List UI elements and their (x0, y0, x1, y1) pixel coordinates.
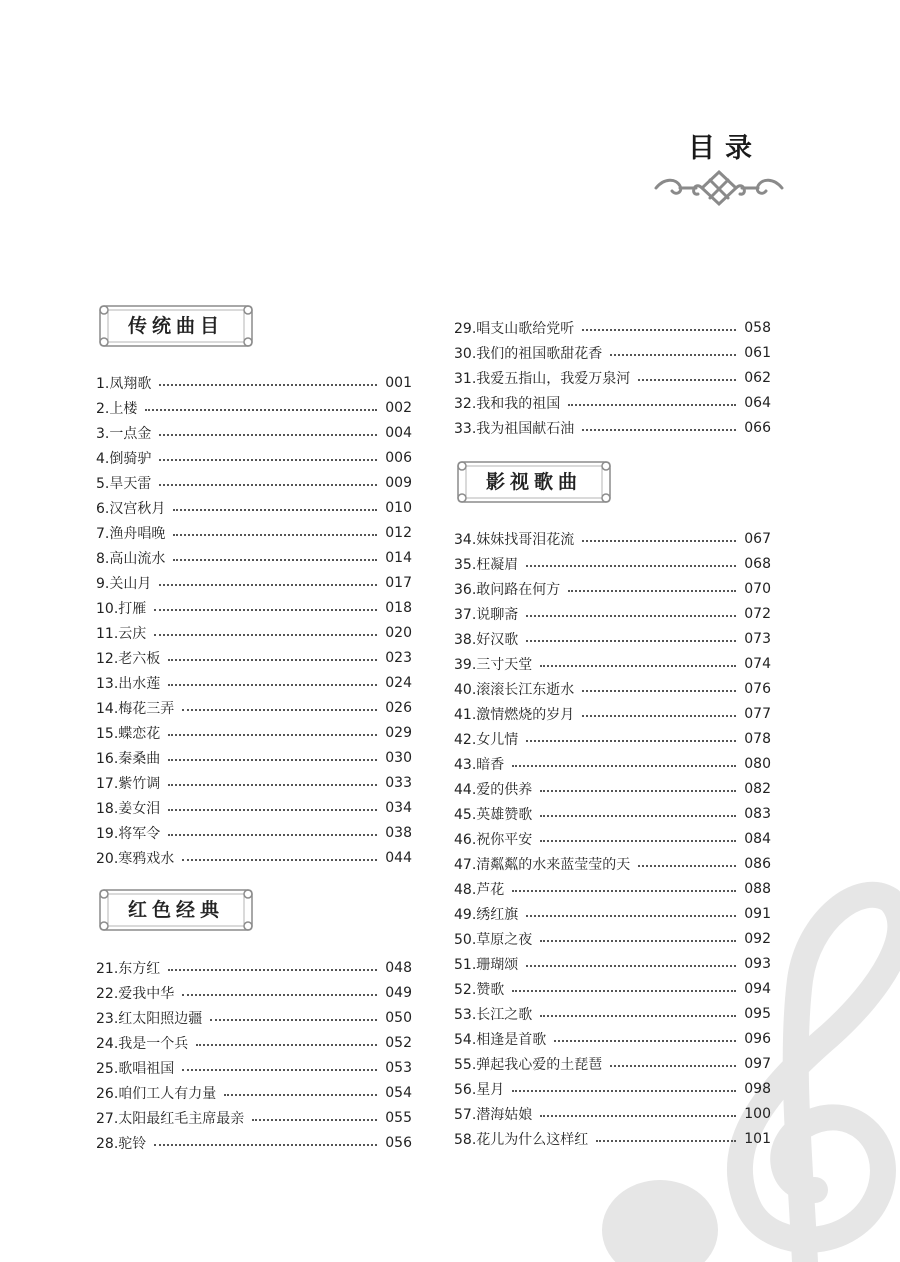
dot-leader (582, 689, 736, 692)
toc-list-red-classics-continued (454, 315, 771, 440)
dot-leader (512, 989, 736, 992)
toc-entry[interactable] (454, 901, 771, 926)
dot-leader (145, 408, 377, 411)
toc-list-film-songs (454, 526, 771, 1151)
dot-leader (610, 1064, 736, 1067)
toc-entry-page: 091 (744, 905, 771, 922)
dot-leader (526, 564, 736, 567)
dot-leader (512, 764, 736, 767)
toc-entry-page: 083 (744, 805, 771, 822)
toc-entry-title: 33.我为祖国献石油 (454, 420, 575, 437)
toc-entry[interactable] (96, 1055, 412, 1080)
toc-entry-page: 073 (744, 630, 771, 647)
dot-leader (568, 403, 736, 406)
toc-entry[interactable] (96, 845, 412, 870)
toc-entry[interactable] (96, 445, 412, 470)
section-heading-traditional (96, 302, 256, 350)
dot-leader (252, 1118, 377, 1121)
toc-entry[interactable] (454, 340, 771, 365)
toc-entry-title: 40.滚滚长江东逝水 (454, 681, 575, 698)
toc-entry[interactable] (96, 1005, 412, 1030)
toc-entry-page: 004 (385, 424, 412, 441)
toc-entry-page: 010 (385, 499, 412, 516)
dot-leader (182, 1068, 377, 1071)
dot-leader (168, 968, 377, 971)
toc-entry[interactable] (96, 370, 412, 395)
section-heading-label: 传统曲目 (127, 315, 224, 337)
toc-entry-page: 006 (385, 449, 412, 466)
toc-entry-title: 15.蝶恋花 (96, 725, 161, 742)
toc-entry-title: 32.我和我的祖国 (454, 395, 561, 412)
toc-entry[interactable] (96, 695, 412, 720)
toc-entry[interactable] (96, 470, 412, 495)
dot-leader (159, 458, 377, 461)
dot-leader (168, 733, 377, 736)
toc-entry[interactable] (454, 315, 771, 340)
dot-leader (168, 783, 377, 786)
toc-entry[interactable] (96, 1130, 412, 1155)
toc-entry[interactable] (454, 390, 771, 415)
toc-entry-title: 35.枉凝眉 (454, 556, 519, 573)
toc-entry-page: 084 (744, 830, 771, 847)
dot-leader (540, 939, 736, 942)
dot-leader (182, 993, 377, 996)
toc-entry-title: 54.相逢是首歌 (454, 1031, 547, 1048)
toc-entry-page: 048 (385, 959, 412, 976)
toc-entry[interactable] (96, 1080, 412, 1105)
dot-leader (568, 589, 736, 592)
toc-entry[interactable] (454, 951, 771, 976)
toc-entry-title: 41.激情燃烧的岁月 (454, 706, 575, 723)
toc-entry-title: 8.高山流水 (96, 550, 166, 567)
toc-entry-title: 27.太阳最红毛主席最亲 (96, 1110, 245, 1127)
dot-leader (224, 1093, 377, 1096)
toc-entry[interactable] (96, 645, 412, 670)
dot-leader (610, 353, 736, 356)
toc-entry-title: 3.一点金 (96, 425, 152, 442)
section-heading-red-classics (96, 886, 256, 934)
dot-leader (159, 383, 377, 386)
toc-entry[interactable] (454, 1076, 771, 1101)
toc-entry[interactable] (454, 626, 771, 651)
dot-leader (154, 1143, 377, 1146)
dot-leader (540, 664, 736, 667)
dot-leader (554, 1039, 736, 1042)
toc-entry-title: 52.赞歌 (454, 981, 505, 998)
toc-entry-title: 51.珊瑚颂 (454, 956, 519, 973)
toc-entry-page: 101 (744, 1130, 771, 1147)
toc-entry-page: 061 (744, 344, 771, 361)
toc-entry-page: 024 (385, 674, 412, 691)
toc-entry-title: 2.上楼 (96, 400, 138, 417)
dot-leader (596, 1139, 736, 1142)
dot-leader (173, 508, 377, 511)
toc-entry-page: 100 (744, 1105, 771, 1122)
toc-entry[interactable] (454, 751, 771, 776)
toc-entry-page: 034 (385, 799, 412, 816)
toc-entry-title: 24.我是一个兵 (96, 1035, 189, 1052)
toc-entry-page: 066 (744, 419, 771, 436)
toc-entry-page: 038 (385, 824, 412, 841)
toc-entry-page: 078 (744, 730, 771, 747)
dot-leader (210, 1018, 377, 1021)
dot-leader (526, 964, 736, 967)
toc-entry-title: 7.渔舟唱晚 (96, 525, 166, 542)
toc-entry-title: 14.梅花三弄 (96, 700, 175, 717)
toc-entry-title: 5.旱天雷 (96, 475, 152, 492)
toc-entry-title: 23.红太阳照边疆 (96, 1010, 203, 1027)
toc-entry[interactable] (454, 576, 771, 601)
toc-entry[interactable] (454, 851, 771, 876)
toc-entry-page: 020 (385, 624, 412, 641)
toc-entry[interactable] (454, 415, 771, 440)
toc-entry-page: 076 (744, 680, 771, 697)
toc-entry-page: 053 (385, 1059, 412, 1076)
toc-entry-title: 50.草原之夜 (454, 931, 533, 948)
toc-entry-title: 47.清粼粼的水来蓝莹莹的天 (454, 856, 631, 873)
toc-entry-title: 44.爱的供养 (454, 781, 533, 798)
dot-leader (526, 639, 736, 642)
toc-entry-title: 28.驼铃 (96, 1135, 147, 1152)
toc-entry[interactable] (454, 1101, 771, 1126)
dot-leader (512, 1089, 736, 1092)
toc-entry-page: 049 (385, 984, 412, 1001)
toc-entry[interactable] (96, 1030, 412, 1055)
toc-entry[interactable] (454, 926, 771, 951)
toc-entry-title: 4.倒骑驴 (96, 450, 152, 467)
toc-entry[interactable] (454, 976, 771, 1001)
dot-leader (154, 608, 377, 611)
toc-entry-page: 072 (744, 605, 771, 622)
toc-entry-title: 31.我爱五指山，我爱万泉河 (454, 370, 631, 387)
toc-entry[interactable] (96, 495, 412, 520)
toc-entry-page: 067 (744, 530, 771, 547)
toc-entry-title: 25.歌唱祖国 (96, 1060, 175, 1077)
knot-ornament-icon (650, 168, 788, 208)
dot-leader (182, 708, 377, 711)
toc-entry-title: 46.祝你平安 (454, 831, 533, 848)
toc-entry-page: 093 (744, 955, 771, 972)
toc-entry-page: 062 (744, 369, 771, 386)
toc-entry-title: 26.咱们工人有力量 (96, 1085, 217, 1102)
dot-leader (582, 714, 736, 717)
toc-entry-page: 074 (744, 655, 771, 672)
dot-leader (540, 1114, 736, 1117)
toc-entry-page: 014 (385, 549, 412, 566)
toc-entry[interactable] (454, 526, 771, 551)
toc-entry[interactable] (454, 876, 771, 901)
toc-entry-page: 068 (744, 555, 771, 572)
toc-entry[interactable] (96, 670, 412, 695)
toc-entry-page: 023 (385, 649, 412, 666)
toc-entry-page: 064 (744, 394, 771, 411)
dot-leader (168, 833, 377, 836)
toc-entry[interactable] (96, 545, 412, 570)
toc-entry-title: 30.我们的祖国歌甜花香 (454, 345, 603, 362)
dot-leader (173, 558, 377, 561)
dot-leader (154, 633, 377, 636)
toc-entry-title: 53.长江之歌 (454, 1006, 533, 1023)
toc-entry-title: 18.姜女泪 (96, 800, 161, 817)
dot-leader (168, 808, 377, 811)
page-title: 目录 (688, 133, 762, 164)
toc-entry-page: 026 (385, 699, 412, 716)
toc-entry-page: 098 (744, 1080, 771, 1097)
toc-entry[interactable] (96, 745, 412, 770)
dot-leader (168, 758, 377, 761)
toc-entry[interactable] (96, 395, 412, 420)
toc-entry[interactable] (454, 601, 771, 626)
dot-leader (540, 839, 736, 842)
toc-entry-page: 082 (744, 780, 771, 797)
toc-entry[interactable] (454, 676, 771, 701)
toc-entry[interactable] (96, 570, 412, 595)
toc-entry-title: 39.三寸天堂 (454, 656, 533, 673)
toc-entry-title: 1.凤翔歌 (96, 375, 152, 392)
dot-leader (582, 328, 736, 331)
dot-leader (173, 533, 377, 536)
toc-entry-title: 34.妹妹找哥泪花流 (454, 531, 575, 548)
dot-leader (159, 583, 377, 586)
toc-entry-title: 19.将军令 (96, 825, 161, 842)
dot-leader (159, 483, 377, 486)
toc-entry-page: 018 (385, 599, 412, 616)
toc-entry-title: 45.英雄赞歌 (454, 806, 533, 823)
toc-entry-title: 12.老六板 (96, 650, 161, 667)
toc-entry-page: 055 (385, 1109, 412, 1126)
toc-entry[interactable] (454, 365, 771, 390)
toc-entry-page: 077 (744, 705, 771, 722)
toc-entry[interactable] (454, 801, 771, 826)
toc-entry-title: 42.女儿情 (454, 731, 519, 748)
dot-leader (582, 428, 736, 431)
toc-entry[interactable] (454, 776, 771, 801)
section-heading-label: 红色经典 (127, 899, 224, 921)
toc-entry-title: 57.潜海姑娘 (454, 1106, 533, 1123)
dot-leader (159, 433, 377, 436)
toc-entry[interactable] (454, 1026, 771, 1051)
section-heading-film-songs (454, 458, 614, 506)
dot-leader (582, 539, 736, 542)
toc-entry-page: 030 (385, 749, 412, 766)
toc-entry-title: 38.好汉歌 (454, 631, 519, 648)
toc-entry-title: 49.绣红旗 (454, 906, 519, 923)
toc-list-traditional (96, 370, 412, 870)
section-heading-label: 影视歌曲 (485, 471, 582, 493)
toc-entry-title: 16.秦桑曲 (96, 750, 161, 767)
toc-entry[interactable] (96, 595, 412, 620)
toc-entry[interactable] (96, 1105, 412, 1130)
toc-entry[interactable] (96, 520, 412, 545)
toc-entry-title: 20.寒鸦戏水 (96, 850, 175, 867)
toc-entry[interactable] (96, 980, 412, 1005)
dot-leader (168, 683, 377, 686)
toc-list-red-classics (96, 955, 412, 1155)
toc-entry-title: 17.紫竹调 (96, 775, 161, 792)
dot-leader (540, 1014, 736, 1017)
toc-entry-page: 029 (385, 724, 412, 741)
toc-entry-title: 48.芦花 (454, 881, 505, 898)
toc-entry[interactable] (96, 795, 412, 820)
toc-entry-page: 096 (744, 1030, 771, 1047)
toc-entry-title: 29.唱支山歌给党听 (454, 320, 575, 337)
dot-leader (638, 378, 736, 381)
dot-leader (540, 789, 736, 792)
dot-leader (526, 739, 736, 742)
dot-leader (526, 914, 736, 917)
toc-entry[interactable] (454, 1126, 771, 1151)
dot-leader (526, 614, 736, 617)
toc-entry-page: 001 (385, 374, 412, 391)
toc-entry[interactable] (96, 955, 412, 980)
dot-leader (182, 858, 377, 861)
toc-entry-page: 095 (744, 1005, 771, 1022)
dot-leader (512, 889, 736, 892)
toc-entry-title: 55.弹起我心爱的土琵琶 (454, 1056, 603, 1073)
toc-entry-title: 9.关山月 (96, 575, 152, 592)
dot-leader (638, 864, 736, 867)
toc-entry[interactable] (454, 1051, 771, 1076)
toc-entry-page: 033 (385, 774, 412, 791)
toc-entry[interactable] (454, 826, 771, 851)
toc-entry[interactable] (454, 1001, 771, 1026)
toc-entry-page: 009 (385, 474, 412, 491)
toc-entry-page: 094 (744, 980, 771, 997)
toc-entry-page: 052 (385, 1034, 412, 1051)
toc-entry-page: 070 (744, 580, 771, 597)
dot-leader (540, 814, 736, 817)
toc-entry-title: 6.汉宫秋月 (96, 500, 166, 517)
toc-entry-page: 012 (385, 524, 412, 541)
toc-entry[interactable] (454, 701, 771, 726)
toc-entry-page: 017 (385, 574, 412, 591)
toc-entry-page: 097 (744, 1055, 771, 1072)
toc-entry-page: 054 (385, 1084, 412, 1101)
toc-entry[interactable] (96, 720, 412, 745)
dot-leader (196, 1043, 377, 1046)
toc-entry[interactable] (96, 770, 412, 795)
toc-entry-title: 21.东方红 (96, 960, 161, 977)
toc-entry-title: 22.爱我中华 (96, 985, 175, 1002)
toc-entry-title: 13.出水莲 (96, 675, 161, 692)
toc-entry[interactable] (96, 420, 412, 445)
toc-entry[interactable] (96, 820, 412, 845)
toc-entry-page: 050 (385, 1009, 412, 1026)
toc-entry[interactable] (96, 620, 412, 645)
toc-entry[interactable] (454, 726, 771, 751)
toc-entry-page: 080 (744, 755, 771, 772)
toc-entry-title: 10.打雁 (96, 600, 147, 617)
toc-entry-page: 092 (744, 930, 771, 947)
toc-entry-title: 11.云庆 (96, 625, 147, 642)
toc-entry[interactable] (454, 551, 771, 576)
toc-entry-title: 37.说聊斋 (454, 606, 519, 623)
toc-entry-title: 36.敢问路在何方 (454, 581, 561, 598)
toc-entry-page: 086 (744, 855, 771, 872)
toc-entry-title: 56.星月 (454, 1081, 505, 1098)
toc-entry-page: 002 (385, 399, 412, 416)
dot-leader (168, 658, 377, 661)
toc-entry-page: 058 (744, 319, 771, 336)
toc-entry-title: 43.暗香 (454, 756, 505, 773)
toc-entry-page: 088 (744, 880, 771, 897)
toc-entry-title: 58.花儿为什么这样红 (454, 1131, 589, 1148)
toc-entry-page: 056 (385, 1134, 412, 1151)
toc-entry[interactable] (454, 651, 771, 676)
toc-entry-page: 044 (385, 849, 412, 866)
